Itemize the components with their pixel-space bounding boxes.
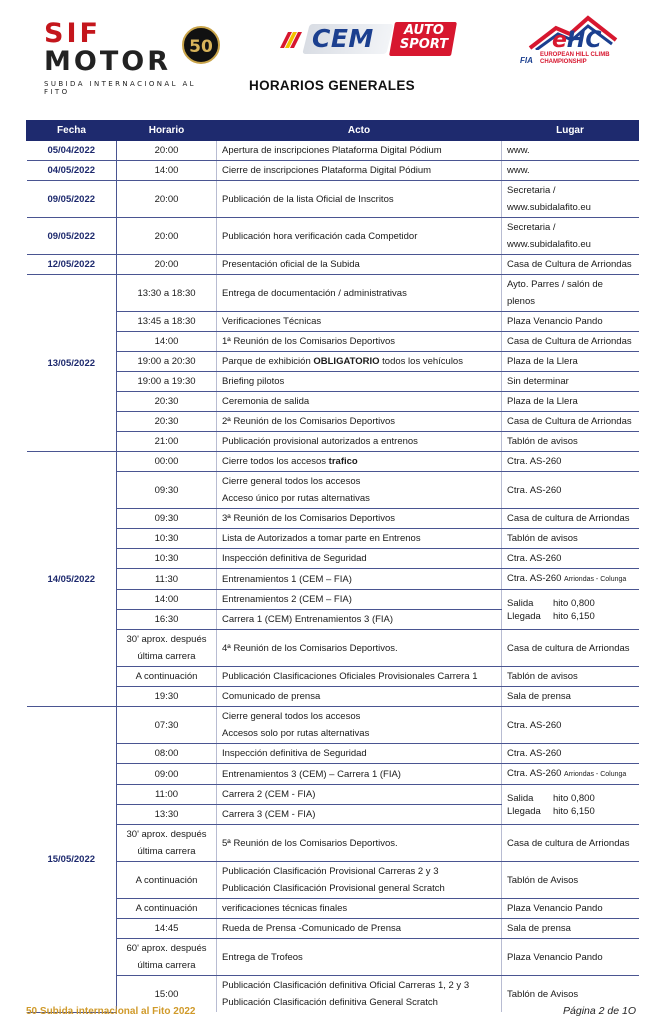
time-cell: 20:30 [117, 412, 217, 432]
place-cell: Plaza de la Llera [502, 392, 639, 412]
place-cell: Ctra. AS-260 [502, 707, 639, 744]
act-cell: Carrera 1 (CEM) Entrenamientos 3 (FIA) [217, 610, 502, 630]
time-cell: 09:00 [117, 764, 217, 785]
page-title: HORARIOS GENERALES [249, 78, 415, 93]
act-cell: verificaciones técnicas finales [217, 899, 502, 919]
time-cell: 14:00 [117, 590, 217, 610]
place-cell: Tablón de avisos [502, 529, 639, 549]
table-row [27, 919, 639, 939]
table-row [27, 785, 639, 805]
place-cell: Ctra. AS-260 [502, 452, 639, 472]
time-cell: 13:30 a 18:30 [117, 275, 217, 312]
date-cell: 14/05/2022 [27, 452, 117, 707]
place-cell: Ctra. AS-260 Arriondas - Colunga [502, 764, 639, 785]
time-cell: 20:00 [117, 141, 217, 161]
time-cell: 19:00 a 19:30 [117, 372, 217, 392]
ehc-wordmark: eHC [552, 28, 602, 53]
act-cell: Carrera 2 (CEM - FIA) [217, 785, 502, 805]
time-cell: 14:45 [117, 919, 217, 939]
fifty-anniversary-badge: 50 [182, 26, 220, 64]
act-cell: Publicación Clasificaciones Oficiales Provisionales Carrera 1 [217, 667, 502, 687]
date-cell: 09/05/2022 [27, 218, 117, 255]
date-cell: 15/05/2022 [27, 707, 117, 1013]
place-cell: Ctra. AS-260 Arriondas - Colunga [502, 569, 639, 590]
spain-flag-icon [278, 28, 304, 54]
time-cell: 21:00 [117, 432, 217, 452]
date-cell: 13/05/2022 [27, 275, 117, 452]
table-row [27, 590, 639, 610]
place-cell: Sala de prensa [502, 687, 639, 707]
place-cell: Sala de prensa [502, 919, 639, 939]
place-cell: Ctra. AS-260 [502, 472, 639, 509]
place-cell: Casa de Cultura de Arriondas [502, 332, 639, 352]
act-cell: Briefing pilotos [217, 372, 502, 392]
act-cell: 1ª Reunión de los Comisarios Deportivos [217, 332, 502, 352]
act-cell: 4ª Reunión de los Comisarios Deportivos. [217, 630, 502, 667]
column-header-acto: Acto [217, 121, 502, 141]
place-cell: Tablón de avisos [502, 432, 639, 452]
time-cell: A continuación [117, 899, 217, 919]
ehc-logo [518, 14, 622, 78]
time-cell: 10:30 [117, 549, 217, 569]
act-cell: Publicación Clasificación definitiva Oficial Carreras 1, 2 y 3 Publicación Clasificación definitiva General Scratch [217, 976, 502, 1013]
act-cell: Inspección definitiva de Seguridad [217, 549, 502, 569]
place-cell: Tablón de avisos [502, 667, 639, 687]
time-cell: 13:30 [117, 805, 217, 825]
act-cell: Ceremonia de salida [217, 392, 502, 412]
fia-mark: FIA [520, 56, 533, 65]
act-cell: 2ª Reunión de los Comisarios Deportivos [217, 412, 502, 432]
act-cell: Publicación Clasificación Provisional Carreras 2 y 3 Publicación Clasificación Provisional general Scratch [217, 862, 502, 899]
table-row [27, 312, 639, 332]
date-cell: 04/05/2022 [27, 161, 117, 181]
act-cell: 5ª Reunión de los Comisarios Deportivos. [217, 825, 502, 862]
table-row [27, 392, 639, 412]
table-row [27, 529, 639, 549]
place-cell: Salida hito 0,800 Llegada hito 6,150 [502, 785, 639, 825]
table-row [27, 687, 639, 707]
time-cell: 09:30 [117, 509, 217, 529]
act-cell: Entrenamientos 2 (CEM – FIA) [217, 590, 502, 610]
place-cell: Plaza Venancio Pando [502, 312, 639, 332]
table-row [27, 509, 639, 529]
table-row [27, 549, 639, 569]
act-cell: Lista de Autorizados a tomar parte en Entrenos [217, 529, 502, 549]
date-cell: 05/04/2022 [27, 141, 117, 161]
table-row [27, 764, 639, 785]
act-cell: Cierre general todos los accesos Accesos solo por rutas alternativas [217, 707, 502, 744]
act-cell: Entrenamientos 1 (CEM – FIA) [217, 569, 502, 590]
time-cell: 11:00 [117, 785, 217, 805]
time-cell: 20:00 [117, 255, 217, 275]
place-cell: Casa de cultura de Arriondas [502, 825, 639, 862]
table-row [27, 141, 639, 161]
place-cell: Tablón de Avisos [502, 862, 639, 899]
time-cell: 14:00 [117, 161, 217, 181]
time-cell: 14:00 [117, 332, 217, 352]
act-cell: Entrenamientos 3 (CEM) – Carrera 1 (FIA) [217, 764, 502, 785]
act-cell: 3ª Reunión de los Comisarios Deportivos [217, 509, 502, 529]
time-cell: 09:30 [117, 472, 217, 509]
footer-page-number: Página 2 de 1O [563, 1005, 636, 1017]
sif-motor-wordmark: SIF MOTOR [44, 18, 171, 77]
act-cell: Cierre general todos los accesos Acceso único por rutas alternativas [217, 472, 502, 509]
table-row [27, 452, 639, 472]
time-cell: 19:30 [117, 687, 217, 707]
table-row [27, 667, 639, 687]
time-cell: 10:30 [117, 529, 217, 549]
place-cell: Salida hito 0,800 Llegada hito 6,150 [502, 590, 639, 630]
column-header-horario: Horario [117, 121, 217, 141]
sif-motor-subtitle: SUBIDA INTERNACIONAL AL FITO [44, 80, 196, 96]
act-cell: Cierre todos los accesos trafico [217, 452, 502, 472]
place-cell: Sin determinar [502, 372, 639, 392]
act-cell: Verificaciones Técnicas [217, 312, 502, 332]
place-cell: www. [502, 161, 639, 181]
act-cell: Publicación hora verificación cada Competidor [217, 218, 502, 255]
time-cell: 16:30 [117, 610, 217, 630]
table-row [27, 862, 639, 899]
place-cell: Ctra. AS-260 [502, 549, 639, 569]
place-cell: Secretaria / www.subidalafito.eu [502, 181, 639, 218]
time-cell: 15:00 [154, 988, 179, 1000]
table-row [27, 181, 639, 218]
time-cell: 11:30 [117, 569, 217, 590]
act-cell: Apertura de inscripciones Plataforma Digital Pódium [217, 141, 502, 161]
table-row [27, 825, 639, 862]
table-row [27, 372, 639, 392]
time-cell: 60' aprox. después última carrera [117, 939, 217, 976]
place-cell: Ctra. AS-260 [502, 744, 639, 764]
time-cell: 30' aprox. después última carrera [117, 630, 217, 667]
place-cell: Casa de cultura de Arriondas [502, 509, 639, 529]
time-cell: 20:00 [117, 181, 217, 218]
place-cell: Tablón de Avisos [502, 976, 639, 1013]
act-cell: Presentación oficial de la Subida [217, 255, 502, 275]
table-row [27, 432, 639, 452]
table-row [27, 744, 639, 764]
table-row [27, 255, 639, 275]
act-cell: Publicación provisional autorizados a entrenos [217, 432, 502, 452]
act-cell: Publicación de la lista Oficial de Inscritos [217, 181, 502, 218]
time-cell: 07:30 [117, 707, 217, 744]
act-cell: Rueda de Prensa -Comunicado de Prensa [217, 919, 502, 939]
time-cell: 19:00 a 20:30 [117, 352, 217, 372]
act-cell: Inspección definitiva de Seguridad [217, 744, 502, 764]
place-cell: www. [502, 141, 639, 161]
column-header-lugar: Lugar [502, 121, 639, 141]
place-cell: Casa de cultura de Arriondas [502, 630, 639, 667]
place-cell: Casa de Cultura de Arriondas [502, 255, 639, 275]
table-row [27, 569, 639, 590]
schedule-table [26, 120, 639, 1013]
table-header-row [27, 121, 639, 141]
cem-autosport-logo [278, 22, 458, 56]
act-cell: Comunicado de prensa [217, 687, 502, 707]
act-cell: Entrega de Trofeos [217, 939, 502, 976]
time-cell: 13:45 a 18:30 [117, 312, 217, 332]
table-row [27, 472, 639, 509]
footer-event-name: 50 Subida internacional al Fito 2022 [26, 1006, 196, 1017]
date-cell: 09/05/2022 [27, 181, 117, 218]
act-cell: Carrera 3 (CEM - FIA) [217, 805, 502, 825]
sif-motor-logo [44, 18, 224, 96]
date-cell: 12/05/2022 [27, 255, 117, 275]
time-cell: 20:00 [117, 218, 217, 255]
time-cell: A continuación [117, 862, 217, 899]
time-cell: 30' aprox. después última carrera [117, 825, 217, 862]
table-row [27, 275, 639, 312]
act-cell: Parque de exhibición OBLIGATORIO todos los vehículos [217, 352, 502, 372]
table-row [27, 332, 639, 352]
time-cell: A continuación [117, 667, 217, 687]
time-cell: 20:30 [117, 392, 217, 412]
table-row [27, 218, 639, 255]
place-cell: Plaza de la Llera [502, 352, 639, 372]
table-row [27, 899, 639, 919]
time-cell: 00:00 [117, 452, 217, 472]
table-row [27, 939, 639, 976]
act-cell: Cierre de inscripciones Plataforma Digital Pódium [217, 161, 502, 181]
table-row [27, 352, 639, 372]
place-cell: Secretaria / www.subidalafito.eu [502, 218, 639, 255]
table-row [27, 707, 639, 744]
table-row [27, 630, 639, 667]
place-cell: Ayto. Parres / salón de plenos [502, 275, 639, 312]
time-cell: 08:00 [117, 744, 217, 764]
place-cell: Plaza Venancio Pando [502, 939, 639, 976]
autosport-wordmark: AUTO SPORT [399, 23, 449, 52]
mandatory-emphasis: OBLIGATORIO [313, 356, 380, 367]
place-cell: Plaza Venancio Pando [502, 899, 639, 919]
table-row [27, 161, 639, 181]
table-row [27, 412, 639, 432]
place-cell: Casa de Cultura de Arriondas [502, 412, 639, 432]
act-cell: Entrega de documentación / administrativas [217, 275, 502, 312]
cem-wordmark: CEM [312, 24, 374, 53]
column-header-fecha: Fecha [27, 121, 117, 141]
ehc-subtitle: EUROPEAN HILL CLIMB CHAMPIONSHIP [540, 52, 610, 65]
